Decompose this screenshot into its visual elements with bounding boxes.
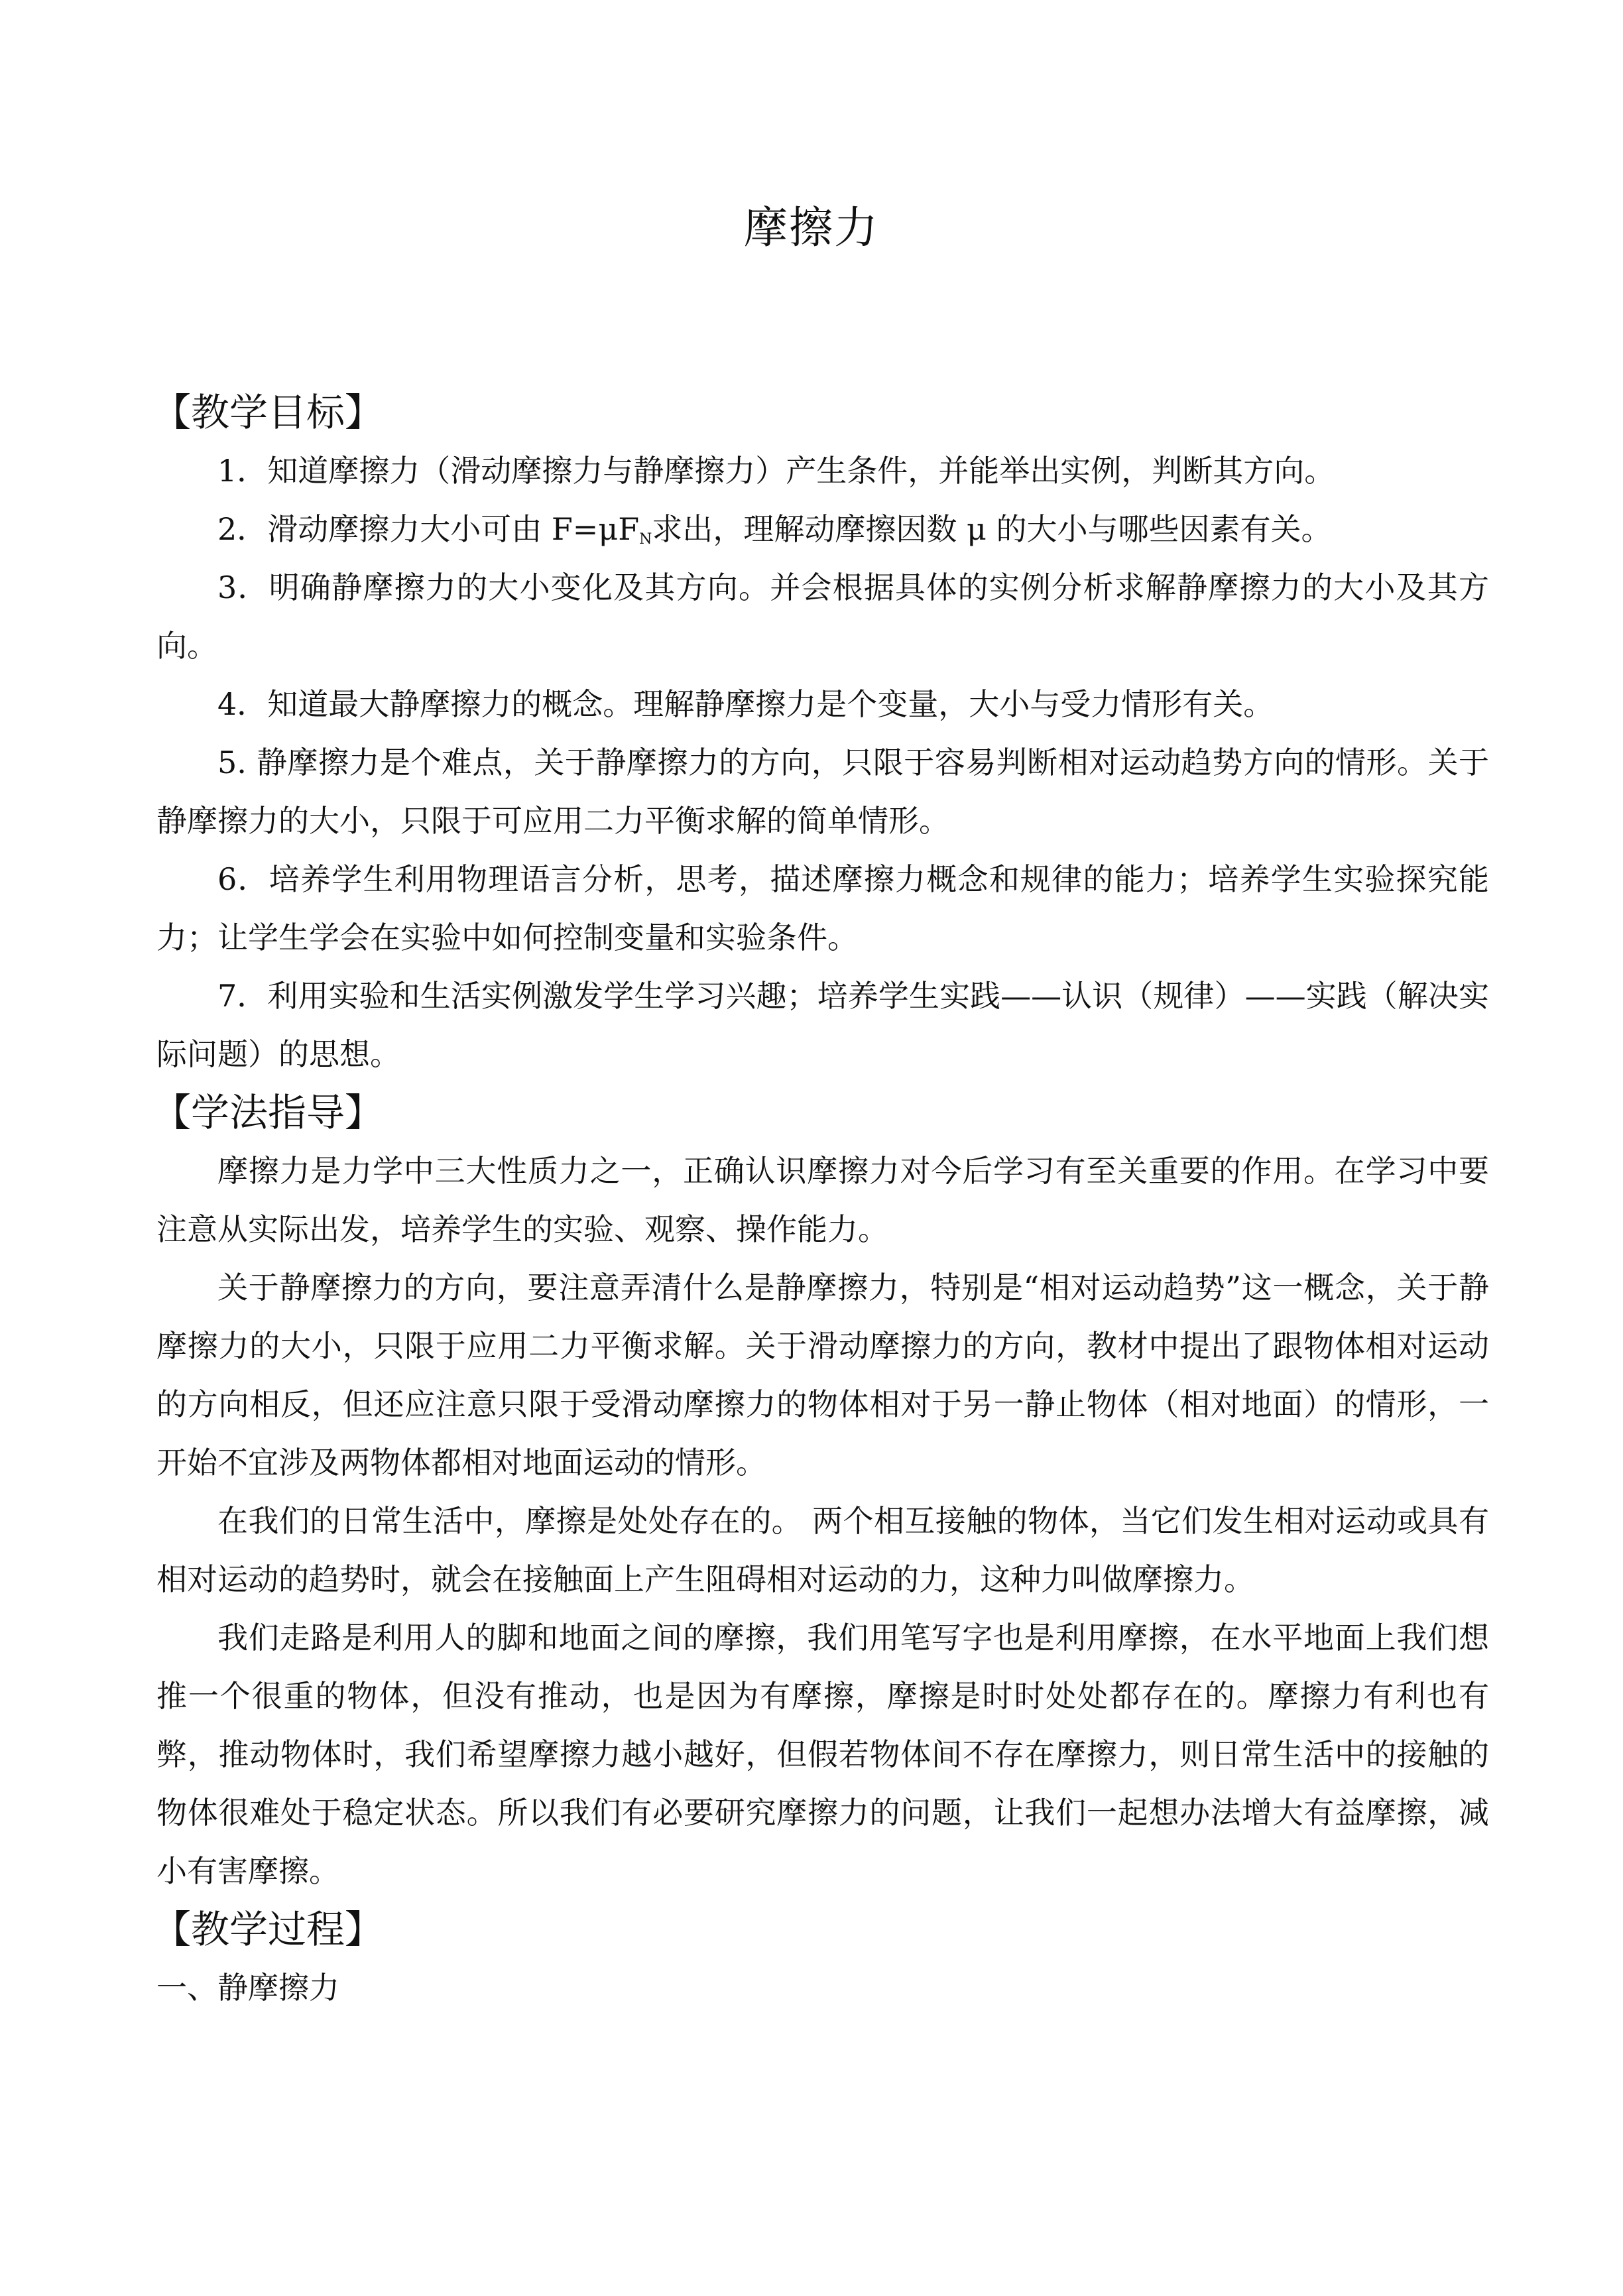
objective-item-6: 6．培养学生利用物理语言分析，思考，描述摩擦力概念和规律的能力；培养学生实验探究能力；让学生学会在实验中如何控制变量和实验条件。 bbox=[156, 861, 1489, 955]
objective-item-2 bbox=[156, 500, 1489, 558]
process-subheading-static-friction: 一、静摩擦力 bbox=[156, 1970, 339, 2006]
normal-force-subscript: N bbox=[639, 531, 652, 548]
method-paragraph-2: 关于静摩擦力的方向，要注意弄清什么是静摩擦力，特别是“相对运动趋势”这一概念，关于静摩擦力的大小，只限于应用二力平衡求解。关于滑动摩擦力的方向，教材中提出了跟物体相对运动的方向相反，但还应注意只限于受滑动摩擦力的物体相对于另一静止物体（相对地面）的情形，一开始不宜涉及两物体都相对地面运动的情形。 bbox=[156, 1270, 1489, 1480]
section-heading-objectives: 【教学目标】 bbox=[152, 390, 384, 435]
objective-item-2-after: 求出，理解动摩擦因数 μ 的大小与哪些因素有关。 bbox=[652, 511, 1332, 547]
method-paragraph-1: 摩擦力是力学中三大性质力之一，正确认识摩擦力对今后学习有至关重要的作用。在学习中要注意从实际出发，培养学生的实验、观察、操作能力。 bbox=[156, 1153, 1489, 1247]
method-paragraph-4: 我们走路是利用人的脚和地面之间的摩擦，我们用笔写字也是利用摩擦，在水平地面上我们想推一个很重的物体，但没有推动，也是因为有摩擦，摩擦是时时处处都存在的。摩擦力有利也有弊，推动物体时，我们希望摩擦力越小越好，但假若物体间不存在摩擦力，则日常生活中的接触的物体很难处于稳定状态。所以我们有必要研究摩擦力的问题，让我们一起想办法增大有益摩擦，减小有害摩擦。 bbox=[156, 1620, 1489, 1889]
document-body bbox=[152, 383, 1489, 2017]
objective-item-1: 1．知道摩擦力（滑动摩擦力与静摩擦力）产生条件，并能举出实例，判断其方向。 bbox=[217, 453, 1335, 489]
objective-item-3: 3．明确静摩擦力的大小变化及其方向。并会根据具体的实例分析求解静摩擦力的大小及其方向。 bbox=[156, 570, 1489, 664]
objective-item-4: 4．知道最大静摩擦力的概念。理解静摩擦力是个变量，大小与受力情形有关。 bbox=[217, 686, 1274, 722]
document-title: 摩擦力 bbox=[744, 202, 879, 253]
section-heading-process: 【教学过程】 bbox=[152, 1907, 384, 1952]
section-heading-method: 【学法指导】 bbox=[152, 1090, 384, 1135]
objective-item-7: 7．利用实验和生活实例激发学生学习兴趣；培养学生实践——认识（规律）——实践（解决实际问题）的思想。 bbox=[156, 978, 1489, 1072]
objective-item-2-before: 2．滑动摩擦力大小可由 F=μF bbox=[217, 511, 640, 547]
objective-item-5: 5. 静摩擦力是个难点，关于静摩擦力的方向，只限于容易判断相对运动趋势方向的情形。关于静摩擦力的大小，只限于可应用二力平衡求解的简单情形。 bbox=[156, 745, 1489, 839]
method-paragraph-3: 在我们的日常生活中，摩擦是处处存在的。 两个相互接触的物体，当它们发生相对运动或具有相对运动的趋势时，就会在接触面上产生阻碍相对运动的力，这种力叫做摩擦力。 bbox=[156, 1503, 1489, 1597]
